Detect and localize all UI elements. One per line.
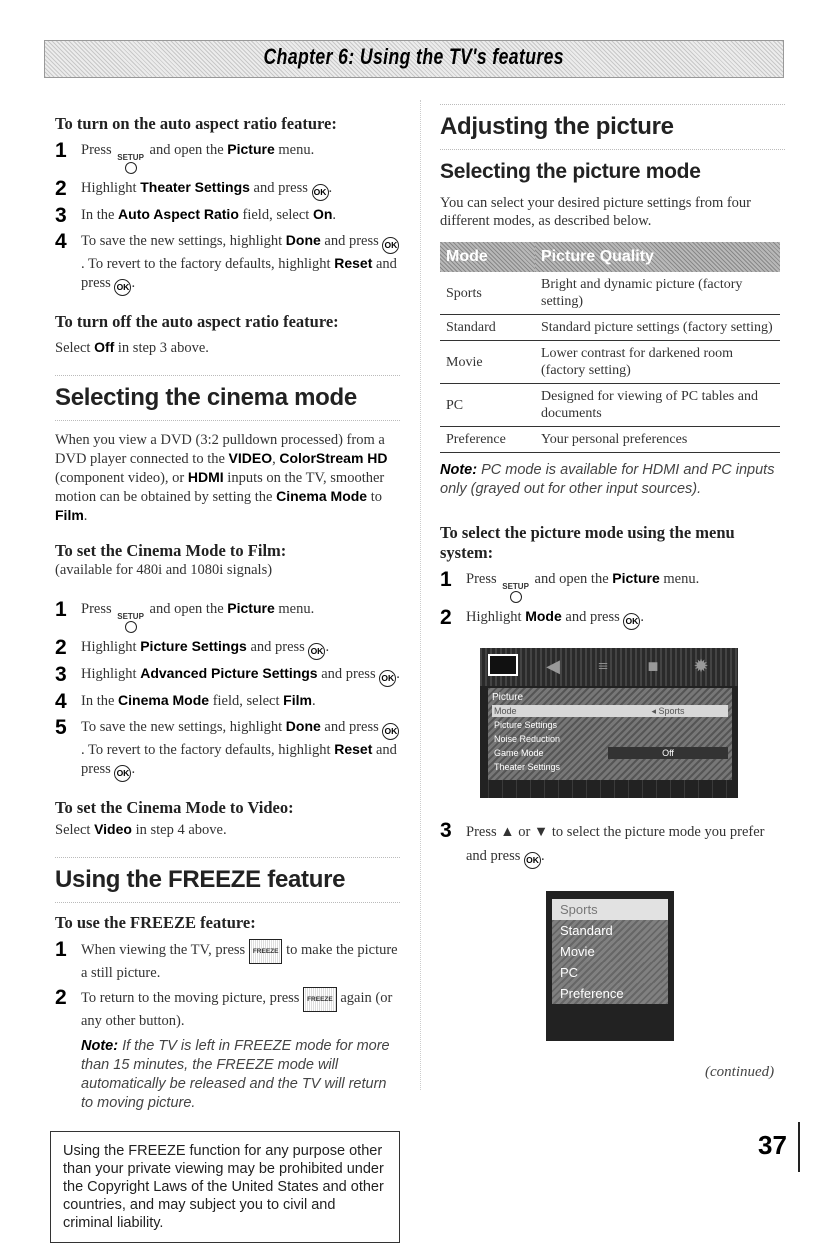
film-heading: To set the Cinema Mode to Film: [55, 541, 287, 560]
table-cell: Preference [440, 427, 535, 453]
cinema-heading: Selecting the cinema mode [55, 375, 400, 421]
list-item: 1 Press SETUP and open the Picture menu. [55, 140, 400, 174]
list-item: PC [552, 962, 668, 983]
table-row [440, 315, 780, 341]
table-cell: Standard picture settings (factory setting) [535, 315, 780, 341]
step-number: 3 [440, 819, 452, 842]
freeze-subheading: To use the FREEZE feature: [55, 913, 256, 932]
list-item: 4 In the Cinema Mode field, select Film. [55, 690, 316, 713]
list-item: 2 To return to the moving picture, press FREEZE again (or any other button). [55, 986, 393, 1029]
ok-button-icon: OK [623, 613, 640, 630]
table-cell: Bright and dynamic picture (factory setting) [535, 272, 780, 315]
ok-button-icon: OK [379, 670, 396, 687]
step-number: 4 [55, 230, 67, 253]
menu-item: Noise Reduction [494, 734, 561, 744]
page-number-rule [798, 1122, 800, 1172]
copyright-warning: Using the FREEZE function for any purpose other than your private viewing may be prohibited under the Copyright Laws of the United States and other countries, and may subject you to civil and criminal liability. [50, 1131, 400, 1243]
select-heading: Selecting the picture mode [440, 160, 701, 183]
step-number: 2 [55, 177, 67, 200]
auto-off-heading: To turn off the auto aspect ratio feature: [55, 312, 339, 331]
picture-menu-screenshot [480, 648, 738, 798]
list-item: Preference [552, 983, 668, 1004]
auto-on-heading: To turn on the auto aspect ratio feature: [55, 114, 337, 133]
list-item: 1 Press SETUP and open the Picture menu. [55, 599, 400, 633]
ok-button-icon: OK [308, 643, 325, 660]
ok-button-icon: OK [524, 852, 541, 869]
cinema-paragraph: When you view a DVD (3:2 pulldown processed) from a DVD player connected to the VIDEO, ColorStream HD (component video), or HDMI inputs on the TV, smoother motion can be obtained by setting the Cinema Mode to Film. [55, 432, 388, 524]
step-number: 2 [440, 606, 452, 629]
table-cell: PC [440, 384, 535, 427]
menu-grid [488, 780, 732, 798]
right-column [440, 100, 785, 1041]
setup-button-icon: SETUP [117, 154, 144, 174]
step-number: 4 [55, 690, 67, 713]
step-number: 3 [55, 663, 67, 686]
chapter-title: Chapter 6: Using the TV's features [263, 44, 565, 69]
chapter-banner [44, 40, 784, 78]
list-item: Standard [552, 920, 668, 941]
adjust-heading: Adjusting the picture [440, 104, 785, 150]
film-steps [55, 599, 400, 782]
list-item: 4 To save the new settings, highlight Done and press OK. To revert to the factory defaults, highlight Reset and press OK . [55, 231, 400, 296]
list-item: 3 Press ▲ or ▼ to select the picture mode you prefer and press OK . [440, 820, 785, 869]
ok-button-icon: OK [382, 237, 399, 254]
menu-item: Theater Settings [494, 762, 561, 772]
video-text: Select Video in step 4 above. [55, 821, 227, 838]
table-row [440, 341, 780, 384]
menu-title: Picture [492, 692, 524, 703]
table-header: Mode [440, 242, 535, 272]
freeze-heading: Using the FREEZE feature [55, 857, 400, 903]
freeze-button-icon: FREEZE [249, 939, 283, 964]
column-divider [420, 100, 421, 1090]
list-item: 1 Press SETUP and open the Picture menu. [440, 569, 785, 603]
table-row [440, 272, 780, 315]
continued-label: (continued) [705, 1064, 775, 1080]
list-item: 1 When viewing the TV, press FREEZE to make the picture a still picture. [55, 938, 398, 981]
list-item: 2 Highlight Theater Settings and press OK . [55, 177, 333, 200]
ok-button-icon: OK [114, 765, 131, 782]
list-item: 3 Highlight Advanced Picture Settings and press OK . [55, 663, 400, 686]
step-number: 5 [55, 716, 67, 739]
list-item: 5 To save the new settings, highlight Done and press OK. To revert to the factory defaults, highlight Reset and press OK . [55, 717, 400, 782]
menu-item: Mode ◂ Sports [492, 705, 728, 717]
freeze-steps [55, 939, 400, 1031]
auto-on-steps [55, 140, 400, 296]
ok-button-icon: OK [312, 184, 329, 201]
step-number: 1 [55, 139, 67, 162]
table-row [440, 427, 780, 453]
auto-off-text: Select Off in step 3 above. [55, 339, 209, 356]
menu-item: Game Mode Off [492, 747, 728, 759]
list-item: 2 Highlight Mode and press OK . [440, 606, 645, 629]
table-cell: Sports [440, 272, 535, 315]
gear-icon: ✹ [693, 656, 709, 676]
speaker-icon: ◀ [546, 656, 560, 676]
list-item: 2 Highlight Picture Settings and press OK . [55, 636, 330, 659]
list-item: 3 In the Auto Aspect Ratio field, select On. [55, 204, 337, 227]
lock-icon: ■ [647, 656, 659, 676]
setup-button-icon: SETUP [117, 613, 144, 633]
menu-heading: To select the picture mode using the menu system: [440, 523, 735, 562]
intro-text: You can select your desired picture settings from four different modes, as described below. [440, 195, 752, 229]
left-column [55, 100, 400, 1243]
table-cell: Your personal preferences [535, 427, 780, 453]
step-number: 3 [55, 204, 67, 227]
step-number: 1 [55, 598, 67, 621]
menu-item: Picture Settings [494, 720, 558, 730]
list-item: Sports [552, 899, 668, 920]
table-cell: Lower contrast for darkened room (factory setting) [535, 341, 780, 384]
ok-button-icon: OK [114, 279, 131, 296]
list-item: Movie [552, 941, 668, 962]
picture-tv-icon [488, 654, 518, 676]
freeze-button-icon: FREEZE [303, 987, 337, 1012]
table-header: Picture Quality [535, 242, 780, 272]
step-number: 1 [55, 938, 67, 961]
table-header-row [440, 242, 780, 272]
step-number: 1 [440, 568, 452, 591]
table-cell: Designed for viewing of PC tables and documents [535, 384, 780, 427]
page-number: 37 [758, 1130, 787, 1160]
setup-button-icon: SETUP [502, 583, 529, 603]
freeze-note: Note: If the TV is left in FREEZE mode for more than 15 minutes, the FREEZE mode will automatically be released and the TV will return to moving picture. [81, 1038, 390, 1111]
step-number: 2 [55, 636, 67, 659]
mode-list-screenshot [546, 891, 674, 1041]
settings-sliders-icon: ≡ [597, 656, 609, 676]
video-heading: To set the Cinema Mode to Video: [55, 798, 294, 817]
picture-mode-table [440, 242, 780, 453]
pc-note: Note: PC mode is available for HDMI and PC inputs only (grayed out for other input sources). [440, 462, 775, 497]
step-number: 2 [55, 986, 67, 1009]
table-row [440, 384, 780, 427]
film-subheading: (available for 480i and 1080i signals) [55, 562, 273, 578]
table-cell: Movie [440, 341, 535, 384]
table-cell: Standard [440, 315, 535, 341]
ok-button-icon: OK [382, 723, 399, 740]
